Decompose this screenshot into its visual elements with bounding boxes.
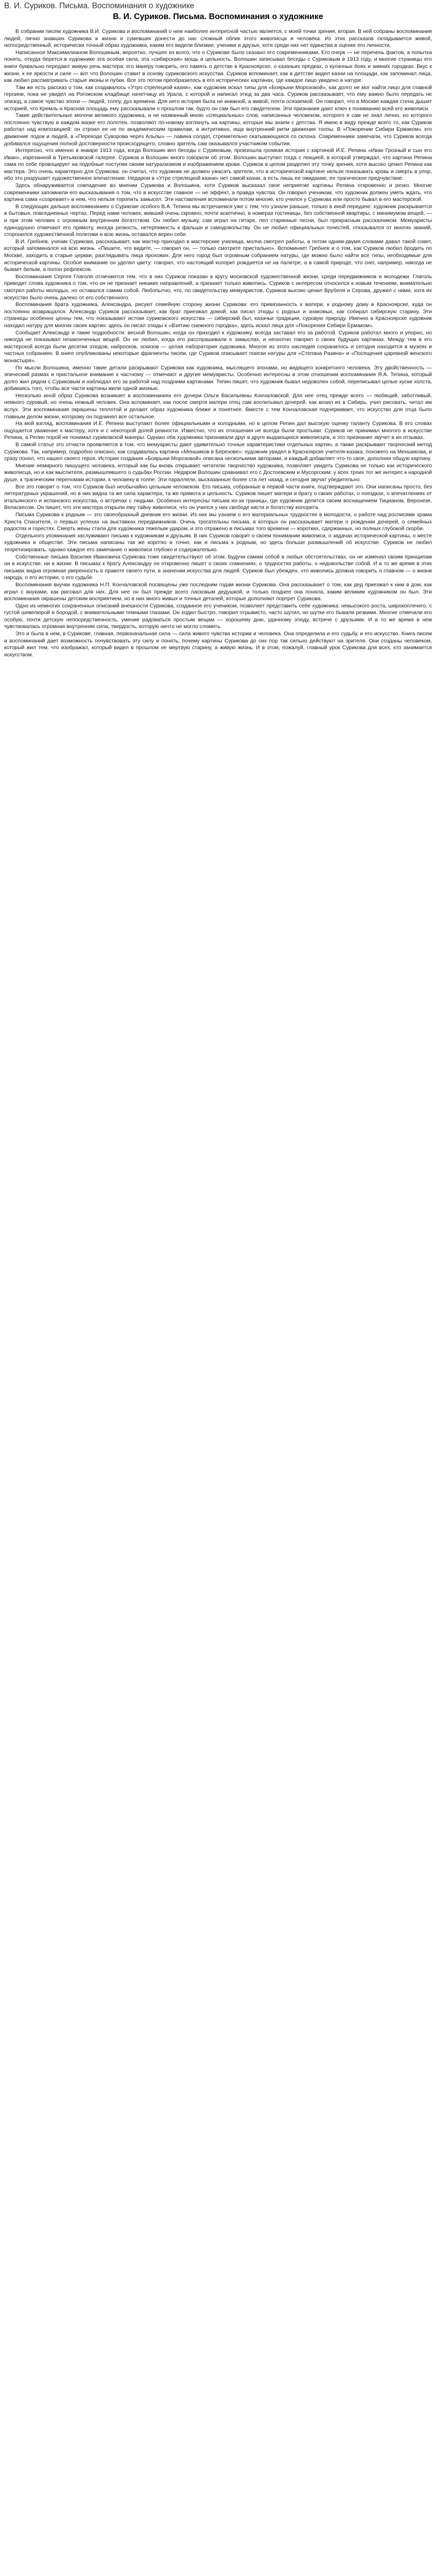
paragraph: Мнение немирного пишущего человека, который как бы вновь открывает читателю творчество художника, позволяет увидеть Сурикова не только как исторического живописца, но и как мыслителя, размышлявшего о судьбах России. Недаром Волошин сравнивал его с Достоевским и Мусоргским: у всех троих тот же интерес к народной душе, к трагическим переломам истории, к человеку в толпе. Эти параллели, высказанные более ста лет назад, и сегодня звучат убедительно.	[4, 463, 432, 483]
paragraph: В следующих дальше воспоминаниях о Сурикове особого В.А. Тепина мы встречаемся уже с тем, что узнали раньше, только в иной передаче: художник раскрывается в бытовых, повседневных чертах. Перед нами человек, живший очень скромно, почти аскетично, в номерах гостиницы, без собственной квартиры, с минимумом вещей, — и при этом человек с огромным внутренним богатством. Он любил музыку, сам играл на гитаре, пел старинные песни, был прекрасным рассказчиком. Мемуаристы единодушно отмечают его прямоту, иногда резкость, нетерпимость к фальши и самодовольству. Он не любил официальных почестей, отказывался от многих званий, сторонился художественной политики и всю жизнь оставался верен себе.	[4, 204, 432, 238]
paragraph: Сообщает Александр и такие подробности: весной Волошин, когда он приходил к художнику, всегда заставал его за работой. Суриков работал много и упорно, но никогда не показывал незаконченных вещей. Он не любил, когда его расспрашивали о замыслах, и неохотно говорил о своих будущих картинах. Между тем в его мастерской всегда были десятки этюдов, набросков, эскизов — целая лаборатория художника. Многое из этого наследия сохранилось и сегодня находится в музеях и частных собраниях. В книге опубликованы некоторые фрагменты писем, где Суриков описывает поиски натуры для «Степана Разина» и «Посещения царевной женского монастыря».	[4, 330, 432, 364]
paragraph: Воспоминания брата художника, Александра, рисуют семейную сторону жизни Сурикова: его привязанность к матери, к родному дому в Красноярске, куда он постоянно возвращался. Александр Суриков рассказывает, как брат приезжал домой, как писал этюды с родных и знакомых, как собирал сибирскую старину. Эти страницы особенно ценны тем, что показывают истоки суриковского искусства — сибирский быт, казачьи традиции, суровую природу. Именно в Красноярске художник находил натуру для многих своих картин: здесь он писал этюды к «Взятию снежного городка», здесь искал лица для «Покорения Сибири Ермаком».	[4, 302, 432, 329]
paragraph: В собрании писем художника В.И. Сурикова и воспоминаний о нем наиболее интересной частью является, с моей точки зрения, вторая. В ней собраны воспоминания людей, лично знавших Сурикова в жизни и сумевших донести до нас сложный облик этого живописца и человека. Из этих рассказов складывается живой, непосредственный, исторически точный образ художника, каким его видели близкие, ученики и друзья, хотя среди них нет единства в оценке его личности.	[4, 29, 432, 49]
paragraph: Все это говорит о том, что Суриков был необычайно цельным человеком. Его письма, собранные в первой части книги, подтверждают это. Они написаны просто, без литературных украшений, но в них видна та же сила характера, та же прямота и цельность. Суриков пишет матери и брату о своих работах, о поездках, о впечатлениях от итальянского и испанского искусства, о встречах с людьми. Особенно интересны письма из-за границы, где художник делится своим восхищением Тицианом, Веронезе, Веласкесом. Он пишет, что эти мастера открыли ему тайну живописи, что он учился у них свободе кисти и богатству колорита.	[4, 484, 432, 511]
paragraph: Написанное Максимилианом Волошиным, вероятно, лучшее из всего, что о Сурикове было сказано его современниками. Его очерк — не перечень фактов, а попытка понять, откуда берется в художнике эта особая сила, эта «сибирская» мощь и цельность. Волошин записывал беседы с Суриковым в 1913 году, и многие страницы его книги буквально передают живую речь мастера: его манеру говорить, его память о детстве в Красноярске, о казачьих предках, о кулачных боях и зимних городках. Вкус к жизни, к ее яркости и силе — вот что Волошин ставит в основу суриковского искусства. Суриков вспоминает, как в детстве видел казни на площади, как запоминал лица, как любил рассматривать старые иконы и лубки. Все это потом преобразилось в его исторических картинах, где каждое лицо увидено в натуре.	[4, 49, 432, 84]
page-title: В. И. Суриков. Письма. Воспоминания о художнике	[4, 2, 195, 10]
article-title: В. И. Суриков. Письма. Воспоминания о художнике	[113, 12, 323, 21]
paragraph: Отдельного упоминания заслуживают письма к художникам и друзьям. В них Суриков говорит о своем понимании живописи, о задачах исторической картины, о месте художника в обществе. Эти письма написаны так же коротко и точно, как и письма к родным, но здесь больше размышлений об искусстве. Суриков не любил теоретизировать, однако каждое его замечание о живописи глубоко и содержательно.	[4, 533, 432, 553]
paragraph: Здесь обнаруживается совпадение во мнении Сурикова и Волошина, хотя Суриков высказал свое неприятие картины Репина откровенно и резко. Многие современники запомнили его высказывания о том, что в искусстве главное — не эффект, а правда чувства. Он говорил ученикам, что художник должен уметь ждать, что картина сама «созревает» в нем, что нельзя торопить замысел. Эти наставления вспоминали потом многие, кто учился у Сурикова или просто бывал в его мастерской.	[4, 183, 432, 203]
paragraph: Воспоминания внучки художника Н.П. Кончаловской посвящены уже последним годам жизни Сурикова. Она рассказывает о том, как дед приезжал к ним в дом, как играл с внуками, как рисовал для них. Для нее он был прежде всего ласковым дедушкой, и только позднее она поняла, каким великим художником он был. Эти воспоминания окрашены детским восприятием, но в них много живых и точных деталей, которые дополняют портрет Сурикова.	[4, 582, 432, 602]
paragraph: Такие действительные мелочи великого художника, и не названный мною «специальных» слов, написанных человеком, которого я сам не знал лично, но которого постоянно чувствую в каждом мазке его полотен, позволяют по-новому взглянуть на картины, которые мы знаем с детства. Я имею в виду прежде всего то, как Суриков работал над композицией: он строил ее не по академическим правилам, а интуитивно, ища внутренний ритм движения толпы. В «Покорении Сибири Ермаком» это движение лодок и людей, в «Переходе Суворова через Альпы» — лавина солдат, стремительно скатывающаяся со склона. Современники замечали, что Суриков всегда добивался ощущения полной достоверности происходящего, словно зритель сам оказывался участником события.	[4, 113, 432, 147]
paragraph: Интересно, что именно в январе 1913 года, когда Волошин вел беседы с Суриковым, произошла громкая история с картиной И.Е. Репина «Иван Грозный и сын его Иван», изрезанной в Третьяковской галерее. Суриков и Волошин много говорили об этом. Волошин выступил тогда с лекцией, в которой утверждал, что картина Репина сама по себе провоцирует на подобные поступки своим натурализмом и изображением крови. Суриков в целом разделял эту точку зрения, хотя высоко ценил Репина как мастера. Это очень характерно для Сурикова: он считал, что художник не должен ужасать зрителя, что в исторической картине нельзя показывать кровь и смерть в упор, ибо это разрушает художественное впечатление. Недаром в «Утре стрелецкой казни» нет самой казни, а есть лишь ее ожидание, ее трагическое предчувствие.	[4, 148, 432, 182]
paragraph: В самой статье это отчасти проявляется в том, что мемуаристы дают удивительно точные характеристики отдельных картин, а также раскрывают творческий метод Сурикова. Так, например, подробно описано, как создавалась картина «Меншиков в Березове»: художник увидел в Красноярске учителя-казака, похожего на Меншикова, и сразу понял, что нашел своего героя. История создания «Боярыни Морозовой» описана несколькими авторами, и каждый добавляет что-то свое, дополняя общую картину.	[4, 442, 432, 462]
paragraph: Собственные письма Василия Ивановича Сурикова тоже свидетельствуют об этом. Будучи самим собой в любых обстоятельствах, он не изменял своим принципам ни в искусстве, ни в жизни. В письмах к брату Александру он откровенно пишет о своих сомнениях, о трудностях работы, о недовольстве собой. И в то же время в этих письмах видна огромная уверенность в правоте своего пути, в значении искусства для людей. Суриков был убежден, что живопись должна говорить о главном — о жизни народа, о его истории, о его судьбе.	[4, 554, 432, 581]
paragraph: В.И. Гребнев, ученик Сурикова, рассказывает, как мастер приходил в мастерские училища, молча смотрел работы, а потом одним-двумя словами давал такой совет, который запоминался на всю жизнь. «Пишите, что видите, — говорил он, — только смотрите пристально». Вспоминает Гребнев и о том, как Суриков любил бродить по Москве, заходить в старые церкви, разглядывать лица прохожих. Для него город был огромным собранием натуры, где можно было найти все типы, необходимые для исторической картины. Особое внимание он уделял цвету: говорил, что настоящий колорит рождается не на палитре, а в самой природе, что снег, например, никогда не бывает белым, а полон рефлексов.	[4, 239, 432, 273]
paragraph: Это и была в нем, в Сурикове, главная, первоначальная сила — сила живого чувства истории и человека. Она определила и его судьбу, и его искусство. Книга писем и воспоминаний дает возможность почувствовать эту силу и понять, почему картины Сурикова до сих пор так сильно действуют на зрителя. Они созданы человеком, который жил тем, что изображал, который видел в прошлом не мертвую старину, а живую жизнь. И в этом, пожалуй, главный урок Сурикова для всех, кто занимается искусством.	[4, 631, 432, 658]
paragraph: На мой взгляд, воспоминания И.Е. Репина выступают более официальными и холодными, но в целом Репин дал высокую оценку таланту Сурикова. В его словах ощущается уважение к мастеру, хотя и с некоторой долей ревности. Известно, что их отношения не всегда были простыми: Суриков не принимал многого в искусстве Репина, а Репин порой не понимал суриковской манеры. Однако оба художника признавали друг в друге выдающихся живописцев, и это признание звучит в их отзывах.	[4, 421, 432, 441]
paragraph: Одно из немногих сохраненных описаний внешности Сурикова, созданное его учеником, позволяет представить себе художника: невысокого роста, широкоплечего, с густой шевелюрой и бородой, с внимательными темными глазами. Он ходил быстро, говорил отрывисто, часто шутил, но шутки его бывали резкими. Многие отмечали его особую, почти детскую непосредственность, умение радоваться простым вещам — хорошему дню, удачному этюду, встрече с друзьями. И в то же время в нем чувствовалась огромная внутренняя сила, твердость, которую ничто не могло сломить.	[4, 603, 432, 630]
paragraph: Воспоминания Сергея Глаголя отличаются тем, что в них Суриков показан в кругу московской художественной жизни, среди передвижников и молодежи. Глаголь приводит слова художника о том, что он не признает никаких направлений, а признает только живопись. Суриков с интересом относился к новым течениям, внимательно смотрел работы молодых, но оставался самим собой. Любопытно, что, по свидетельству мемуаристов, Суриков высоко ценил Врубеля и Серова, дружил с ними, хотя их искусство было очень далеко от его собственного.	[4, 274, 432, 301]
paragraph: Там же есть рассказ о том, как создавалось «Утро стрелецкой казни», как художник искал типы для «Боярыни Морозовой», как долго не мог найти лицо для главной героини, пока не увидел на Рогожском кладбище начетчицу из Урала, с которой и написал этюд за два часа. Суриков рассказывает, что ему важно было передать не эпизод, а самое чувство эпохи — людей, толпу, дух времени. Для него история была не книжной, а живой, почти осязаемой. Он говорил, что в Москве каждая стена дышит историей, что Кремль и Красная площадь ему рассказывали о прошлом так, будто он сам был его свидетелем. Эти признания дают ключ к пониманию всей его живописи.	[4, 84, 432, 112]
article-body	[4, 28, 432, 658]
paragraph: Несколько иной образ Сурикова возникает в воспоминаниях его дочери Ольги Васильевны Кончаловской. Для нее отец прежде всего — любящий, заботливый, немного суровый, но очень нежный человек. Она вспоминает, как после смерти матери отец сам воспитывал дочерей, как возил их в Сибирь, учил рисовать, читал им вслух. Эти воспоминания окрашены теплотой и делают образ художника ближе и понятнее. Вместе с тем Кончаловская подчеркивает, что искусство для отца было главным делом жизни, которому он подчинял все остальное.	[4, 393, 432, 420]
paragraph: Письма Сурикова к родным — это своеобразный дневник его жизни. Из них мы узнаем о его материальных трудностях в молодости, о работе над росписями храма Христа Спасителя, о первых успехах на выставках передвижников. Очень трогательны письма, в которых он рассказывает матери о рождении дочерей, о семейных радостях и горестях. Смерть жены стала для художника тяжелым ударом, и это отражено в письмах того времени — коротких, сдержанных, но полных глубокой скорби.	[4, 512, 432, 532]
paragraph: По мысли Волошина, именно такие детали раскрывают Сурикова как художника, мыслящего эпохами, но видящего конкретного человека. Эту двойственность — эпический размах и пристальное внимание к частному — отмечают и другие мемуаристы. Особенно интересны в этом отношении воспоминания Я.А. Тепина, который долго жил рядом с Суриковым и наблюдал его за работой над поздними картинами. Тепин пишет, что художник бывал недоволен собой, переписывал целые куски холста, добиваясь того, чтобы все части картины жили одной жизнью.	[4, 365, 432, 392]
